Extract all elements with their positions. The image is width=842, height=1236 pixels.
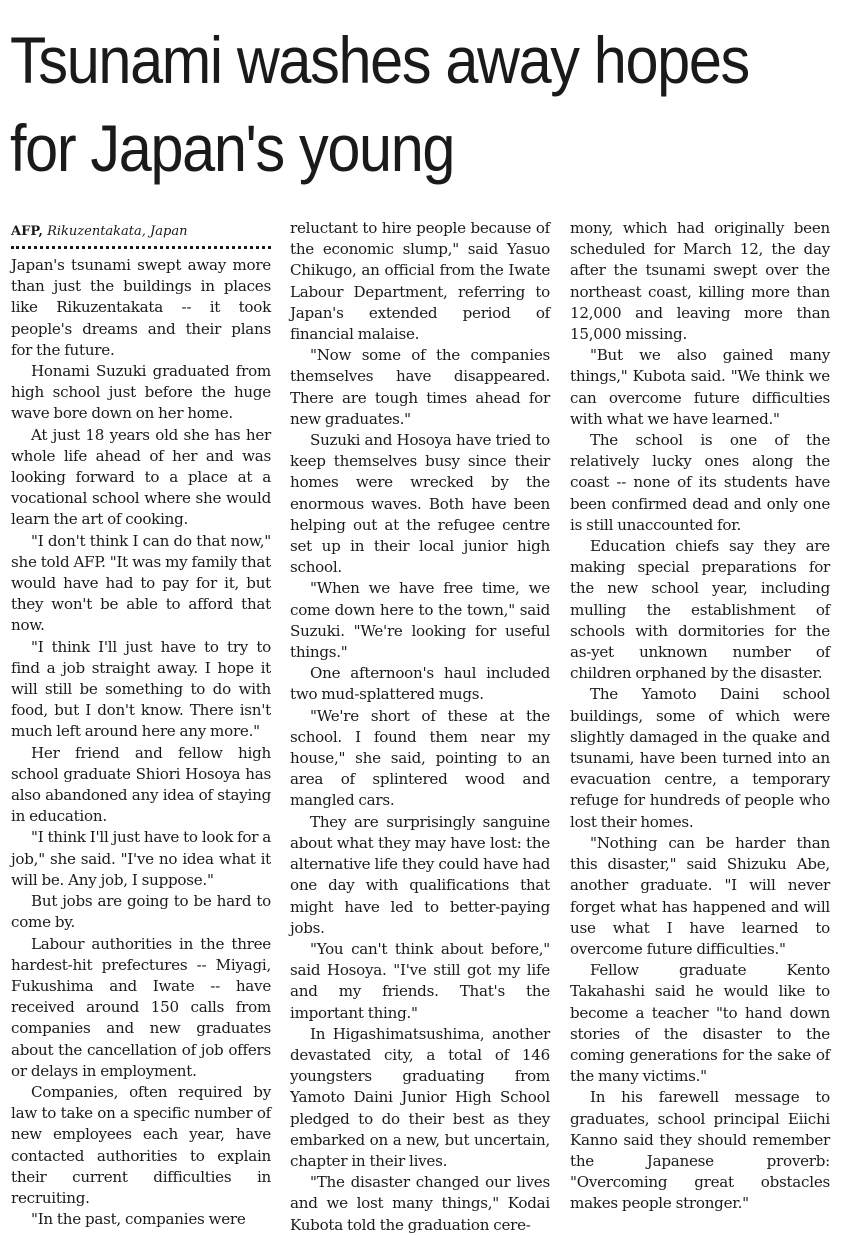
headline-line-1: Tsunami washes away hopes [10,23,749,97]
article-paragraph: At just 18 years old she has her whole life ahead of her and was looking forward to a place at a vocational school where she would learn the art of cooking. [11,425,271,529]
article-paragraph: "I think I'll just have to try to find a job straight away. I hope it will still be something to do with food, but I don't know. There isn't much left around here any more." [11,637,271,741]
article-paragraph: Labour authorities in the three hardest-hit prefectures -- Miyagi, Fukushima and Iwate -- have received around 150 calls from companies and new graduates about the cancellation of job offers or delays in employment. [11,934,271,1080]
article-paragraph: "You can't think about before," said Hosoya. "I've still got my life and my friends. That's the important thing." [290,939,550,1022]
headline [10,16,748,192]
article-paragraph: "Now some of the companies themselves have disappeared. There are tough times ahead for new graduates." [290,346,550,428]
article-paragraph: Fellow graduate Kento Takahashi said he would like to become a teacher "to hand down stories of the disaster to the coming generations for the sake of the many victims." [570,961,830,1086]
article-paragraph: One afternoon's haul included two mud-splattered mugs. [290,664,550,704]
article-paragraph: The school is one of the relatively lucky ones along the coast -- none of its students have been confirmed dead and only one is still unaccounted for. [570,431,830,534]
byline-agency: AFP, [11,224,43,239]
article-paragraph: "But we also gained many things," Kubota said. "We think we can overcome future difficulties with what we have learned." [570,346,830,428]
article-column-1 [11,218,271,1230]
article-column-2 [290,218,550,1236]
article-column-3 [570,218,830,1215]
byline [11,222,271,242]
article-paragraph: The Yamoto Daini school buildings, some of which were slightly damaged in the quake and tsunami, have been turned into an evacuation centre, a temporary refuge for hundreds of people who lost their homes. [570,685,830,831]
article-paragraph: Education chiefs say they are making special preparations for the new school year, including mulling the establishment of schools with dormitories for the as-yet unknown number of children orphaned by the disaster. [570,537,830,683]
article-paragraph: "We're short of these at the school. I found them near my house," she said, pointing to an area of splintered wood and mangled cars. [290,706,550,810]
article-paragraph: reluctant to hire people because of the economic slump," said Yasuo Chikugo, an official from the Iwate Labour Department, referring to Japan's extended period of financial malaise. [290,219,550,344]
article-paragraph: "When we have free time, we come down here to the town," said Suzuki. "We're looking for useful things." [290,579,550,662]
article-paragraph: "The disaster changed our lives and we lost many things," Kodai Kubota told the graduation cere- [290,1173,550,1234]
article-paragraph: Her friend and fellow high school graduate Shiori Hosoya has also abandoned any idea of staying in education. [11,743,271,826]
article-paragraph: But jobs are going to be hard to come by. [11,892,271,932]
article-paragraph: Honami Suzuki graduated from high school just before the huge wave bore down on her home. [11,362,271,423]
article-paragraph: In his farewell message to graduates, school principal Eiichi Kanno said they should remember the Japanese proverb: "Overcoming great obstacles makes people stronger." [570,1088,830,1213]
byline-dateline: Rikuzentakata, Japan [47,224,188,239]
article-paragraph: "I think I'll just have to look for a job," she said. "I've no idea what it will be. Any job, I suppose." [11,828,271,889]
article-paragraph: Japan's tsunami swept away more than just the buildings in places like Rikuzentakata -- it took people's dreams and their plans for the future. [11,256,271,359]
article-paragraph: "In the past, companies were [31,1210,246,1229]
byline-dotted-rule [11,246,271,249]
article-paragraph: "Nothing can be harder than this disaster," said Shizuku Abe, another graduate. "I will never forget what has happened and will use what I have learned to overcome future difficulties." [570,833,830,958]
headline-line-2: for Japan's young [10,111,455,185]
article-paragraph: Companies, often required by law to take on a specific number of new employees each year, have contacted authorities to explain their current difficulties in recruiting. [11,1082,271,1207]
article-paragraph: They are surprisingly sanguine about what they may have lost: the alternative life they could have had one day with qualifications that might have led to better-paying jobs. [290,812,550,937]
article-paragraph: Suzuki and Hosoya have tried to keep themselves busy since their homes were wrecked by the enormous waves. Both have been helping out at the refugee centre set up in their local junior high school. [290,431,550,577]
article-paragraph: In Higashimatsushima, another devastated city, a total of 146 youngsters graduating from Yamoto Daini Junior High School pledged to do their best as they embarked on a new, but uncertain, chapter in their lives. [290,1024,550,1170]
article-paragraph: mony, which had originally been scheduled for March 12, the day after the tsunami swept over the northeast coast, killing more than 12,000 and leaving more than 15,000 missing. [570,219,830,344]
article-paragraph: "I don't think I can do that now," she told AFP. "It was my family that would have had to pay for it, but they won't be able to afford that now. [11,531,271,635]
